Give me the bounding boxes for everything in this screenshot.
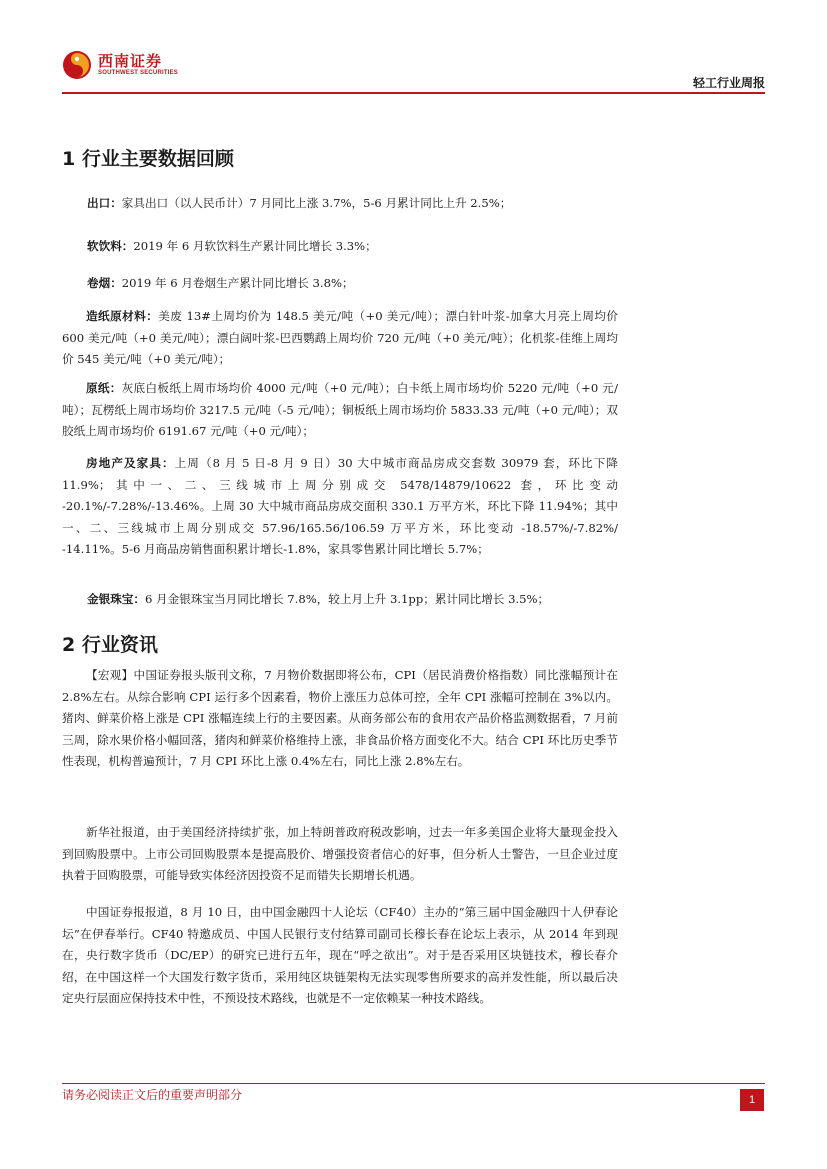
item-key: 金银珠宝：	[87, 592, 145, 606]
item-text: 美废 13#上周均价为 148.5 美元/吨（+0 美元/吨）；漂白针叶浆-加拿大月亮上周均价 600 美元/吨（+0 美元/吨）；漂白阔叶浆-巴西鹦鹉上周均价 720 元/吨（+0 美元/吨）；化机浆-佳维上周均价 545 美元/吨（+0 美元/吨）；	[62, 309, 618, 366]
footer-divider	[62, 1083, 765, 1084]
item-key: 原纸：	[86, 381, 122, 395]
footer-disclaimer: 请务必阅读正文后的重要声明部分	[62, 1088, 243, 1102]
item-text: 2019 年 6 月卷烟生产累计同比增长 3.8%；	[121, 276, 354, 290]
item-text: 上周（8 月 5 日-8 月 9 日）30 大中城市商品房成交套数 30979 套，环比下降 11.9%；其中一、二、三线城市上周分别成交 5478/14879/10622 套，环比变动 -20.1%/-7.28%/-13.46%。上周 30 大中城市商品房成交面积 330.1 万平方米，环比下降 11.94%；其中一、二、三线城市上周分别成交 57.96/165.56/106.59 万平方米，环比变动 -18.57%/-7.82%/ -14.11%。5-6 月商品房销售面积累计增长-1.8%，家具零售累计同比增长 5.7%；	[62, 456, 618, 556]
data-item-cigarettes	[87, 273, 615, 295]
data-item-base-paper	[62, 378, 618, 443]
item-key: 造纸原材料：	[86, 309, 159, 323]
item-key: 出口：	[87, 196, 122, 210]
item-key: 房地产及家具：	[86, 456, 175, 470]
logo-chinese-text: 西南证券	[98, 52, 163, 70]
item-key: 卷烟：	[87, 276, 122, 290]
header-divider	[62, 92, 765, 94]
logo-english-text: SOUTHWEST SECURITIES	[98, 70, 179, 76]
data-item-real-estate-furniture	[62, 453, 618, 561]
section-2-title: 2 行业资讯	[62, 634, 158, 656]
item-text: 灰底白板纸上周市场均价 4000 元/吨（+0 元/吨）；白卡纸上周市场均价 5220 元/吨（+0 元/吨）；瓦楞纸上周市场均价 3217.5 元/吨（-5 元/吨）；铜板纸上周市场均价 5833.33 元/吨（+0 元/吨）；双胶纸上周市场均价 6191.67 元/吨（+0 元/吨）；	[62, 381, 618, 438]
logo-icon	[62, 50, 92, 80]
section-1-title: 1 行业主要数据回顾	[62, 148, 234, 170]
news-paragraph-macro: 【宏观】中国证券报头版刊文称，7 月物价数据即将公布，CPI（居民消费价格指数）同比涨幅预计在 2.8%左右。从综合影响 CPI 运行多个因素看，物价上涨压力总体可控，全年 CPI 涨幅可控制在 3%以内。猪肉、鲜菜价格上涨是 CPI 涨幅连续上行的主要因素。从商务部公布的食用农产品价格监测数据看，7 月前三周，除水果价格小幅回落，猪肉和鲜菜价格维持上涨，非食品价格方面变化不大。结合 CPI 环比历史季节性表现，机构普遍预计，7 月 CPI 环比上涨 0.4%左右，同比上涨 2.8%左右。	[62, 668, 618, 768]
data-item-soft-drinks	[87, 236, 615, 258]
news-paragraph-buyback: 新华社报道，由于美国经济持续扩张，加上特朗普政府税改影响，过去一年多美国企业将大量现金投入到回购股票中。上市公司回购股票本是提高股价、增强投资者信心的好事，但分析人士警告，一旦企业过度执着于回购股票，可能导致实体经济因投资不足而错失长期增长机遇。	[62, 825, 618, 882]
data-item-export	[87, 193, 615, 215]
news-paragraph-digital-currency: 中国证券报报道，8 月 10 日，由中国金融四十人论坛（CF40）主办的“第三届中国金融四十人伊春论坛”在伊春举行。CF40 特邀成员、中国人民银行支付结算司副司长穆长春在论坛上表示，从 2014 年到现在，央行数字货币（DC/EP）的研究已进行五年，现在“呼之欲出”。对于是否采用区块链技术，穆长春介绍，在中国这样一个大国发行数字货币，采用纯区块链架构无法实现零售所要求的高并发性能，所以最后决定央行层面应保持技术中性，不预设技术路线，也就是不一定依赖某一种技术路线。	[62, 905, 618, 1005]
company-logo	[62, 50, 178, 80]
item-text: 家具出口（以人民币计）7 月同比上涨 3.7%，5-6 月累计同比上升 2.5%；	[121, 196, 512, 210]
page-header	[0, 0, 827, 100]
data-item-paper-raw-materials	[62, 306, 618, 371]
report-type-label: 轻工行业周报	[692, 76, 765, 90]
page-number: 1	[740, 1089, 764, 1111]
item-text: 2019 年 6 月软饮料生产累计同比增长 3.3%；	[133, 239, 377, 253]
item-text: 6 月金银珠宝当月同比增长 7.8%，较上月上升 3.1pp；累计同比增长 3.5%；	[144, 592, 550, 606]
data-item-jewelry	[87, 589, 615, 611]
item-key: 软饮料：	[87, 239, 134, 253]
